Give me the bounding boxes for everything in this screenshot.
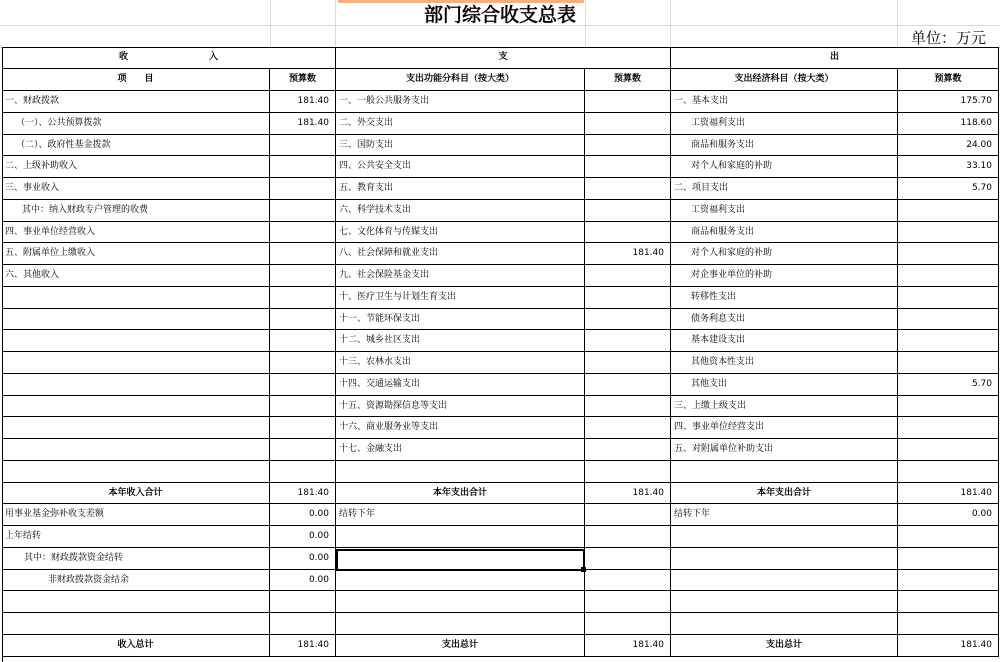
- header-econ-class: 支出经济科目（按大类）: [671, 69, 898, 91]
- item-label-cell[interactable]: 对个人和家庭的补助: [671, 243, 898, 265]
- budget-value-cell[interactable]: [270, 265, 336, 287]
- unit-label: 单位：万元: [910, 29, 986, 47]
- budget-value-cell[interactable]: [585, 200, 671, 222]
- budget-value-cell[interactable]: [270, 222, 336, 244]
- item-label-cell[interactable]: 其他支出: [671, 374, 898, 396]
- item-label-cell[interactable]: 十三、农林水支出: [336, 352, 585, 374]
- item-label-cell[interactable]: 六、科学技术支出: [336, 200, 585, 222]
- budget-value-cell[interactable]: [270, 396, 336, 418]
- item-label-cell[interactable]: [336, 526, 585, 548]
- item-label-cell[interactable]: [671, 591, 898, 613]
- budget-value-cell[interactable]: 118.60: [898, 113, 999, 135]
- item-label-cell[interactable]: 八、社会保障和就业支出: [336, 243, 585, 265]
- item-label-cell[interactable]: [671, 570, 898, 592]
- budget-value-cell[interactable]: 0.00: [270, 504, 336, 526]
- header-budget: 预算数: [270, 69, 336, 91]
- budget-value-cell[interactable]: [585, 526, 671, 548]
- budget-value-cell[interactable]: [898, 330, 999, 352]
- budget-value-cell[interactable]: [270, 243, 336, 265]
- budget-value-cell[interactable]: 24.00: [898, 135, 999, 157]
- budget-value-cell[interactable]: [898, 352, 999, 374]
- item-label-cell[interactable]: 其他资本性支出: [671, 352, 898, 374]
- budget-value-cell[interactable]: [585, 548, 671, 570]
- item-label-cell[interactable]: 对企事业单位的补助: [671, 265, 898, 287]
- item-label-cell[interactable]: 支出总计: [671, 635, 898, 657]
- budget-value-cell[interactable]: [585, 461, 671, 483]
- header-expense-right: 出: [671, 47, 999, 69]
- budget-value-cell[interactable]: [585, 374, 671, 396]
- item-label-cell[interactable]: 本年收入合计: [2, 483, 270, 505]
- budget-value-cell[interactable]: [270, 178, 336, 200]
- item-label-cell[interactable]: 一、一般公共服务支出: [336, 91, 585, 113]
- item-label-cell[interactable]: [2, 396, 270, 418]
- budget-value-cell[interactable]: 0.00: [270, 570, 336, 592]
- item-label-cell[interactable]: 三、国防支出: [336, 135, 585, 157]
- budget-value-cell[interactable]: [898, 591, 999, 613]
- budget-value-cell[interactable]: [585, 439, 671, 461]
- budget-value-cell[interactable]: [898, 439, 999, 461]
- selected-cell[interactable]: [336, 549, 585, 571]
- item-label-cell[interactable]: [2, 417, 270, 439]
- item-label-cell[interactable]: 十二、城乡社区支出: [336, 330, 585, 352]
- budget-value-cell[interactable]: 0.00: [270, 526, 336, 548]
- item-label-cell[interactable]: 本年支出合计: [671, 483, 898, 505]
- item-label-cell[interactable]: [336, 591, 585, 613]
- item-label-cell[interactable]: [2, 613, 270, 635]
- budget-value-cell[interactable]: [585, 309, 671, 331]
- budget-value-cell[interactable]: [585, 222, 671, 244]
- budget-value-cell[interactable]: [898, 613, 999, 635]
- budget-value-cell[interactable]: [585, 570, 671, 592]
- item-label-cell[interactable]: 上年结转: [2, 526, 270, 548]
- budget-value-cell[interactable]: 5.70: [898, 374, 999, 396]
- budget-value-cell[interactable]: [898, 243, 999, 265]
- item-label-cell[interactable]: 收入总计: [2, 635, 270, 657]
- budget-value-cell[interactable]: [898, 417, 999, 439]
- item-label-cell[interactable]: 结转下年: [671, 504, 898, 526]
- item-label-cell[interactable]: 工资福利支出: [671, 113, 898, 135]
- header-budget: 预算数: [585, 69, 671, 91]
- item-label-cell[interactable]: 七、文化体育与传媒支出: [336, 222, 585, 244]
- budget-value-cell[interactable]: 0.00: [270, 548, 336, 570]
- item-label-cell[interactable]: [2, 352, 270, 374]
- item-label-cell[interactable]: [2, 374, 270, 396]
- item-label-cell[interactable]: 转移性支出: [671, 287, 898, 309]
- item-label-cell[interactable]: 十、医疗卫生与计划生育支出: [336, 287, 585, 309]
- page-title: 部门综合收支总表: [423, 4, 576, 26]
- budget-value-cell[interactable]: [585, 113, 671, 135]
- budget-value-cell[interactable]: 181.40: [585, 243, 671, 265]
- item-label-cell[interactable]: [2, 591, 270, 613]
- budget-value-cell[interactable]: 181.40: [270, 635, 336, 657]
- item-label-cell[interactable]: 对个人和家庭的补助: [671, 156, 898, 178]
- budget-value-cell[interactable]: [898, 309, 999, 331]
- budget-value-cell[interactable]: [585, 91, 671, 113]
- fill-handle[interactable]: [581, 567, 586, 572]
- budget-value-cell[interactable]: [585, 330, 671, 352]
- item-label-cell[interactable]: 六、其他收入: [2, 265, 270, 287]
- header-budget: 预算数: [898, 69, 999, 91]
- item-label-cell[interactable]: [671, 461, 898, 483]
- item-label-cell[interactable]: [671, 613, 898, 635]
- budget-value-cell[interactable]: [898, 222, 999, 244]
- item-label-cell[interactable]: 一、基本支出: [671, 91, 898, 113]
- item-label-cell[interactable]: 其中：财政拨款资金结转: [2, 548, 270, 570]
- item-label-cell[interactable]: [671, 526, 898, 548]
- budget-value-cell[interactable]: [270, 330, 336, 352]
- budget-value-cell[interactable]: [585, 352, 671, 374]
- budget-value-cell[interactable]: 181.40: [270, 91, 336, 113]
- budget-value-cell[interactable]: 181.40: [270, 483, 336, 505]
- item-label-cell[interactable]: 非财政拨款资金结余: [2, 570, 270, 592]
- budget-value-cell[interactable]: [585, 265, 671, 287]
- item-label-cell[interactable]: 十六、商业服务业等支出: [336, 417, 585, 439]
- budget-value-cell[interactable]: [270, 156, 336, 178]
- budget-value-cell[interactable]: 5.70: [898, 178, 999, 200]
- item-label-cell[interactable]: [336, 613, 585, 635]
- budget-value-cell[interactable]: [270, 439, 336, 461]
- budget-value-cell[interactable]: [898, 265, 999, 287]
- item-label-cell[interactable]: 一、财政拨款: [2, 91, 270, 113]
- item-label-cell[interactable]: （一）、公共预算拨款: [2, 113, 270, 135]
- budget-value-cell[interactable]: [898, 287, 999, 309]
- item-label-cell[interactable]: 工资福利支出: [671, 200, 898, 222]
- item-label-cell[interactable]: 商品和服务支出: [671, 135, 898, 157]
- budget-value-cell[interactable]: [585, 156, 671, 178]
- budget-value-cell[interactable]: [585, 591, 671, 613]
- budget-value-cell[interactable]: [270, 309, 336, 331]
- item-label-cell[interactable]: 十一、节能环保支出: [336, 309, 585, 331]
- item-label-cell[interactable]: 十四、交通运输支出: [336, 374, 585, 396]
- item-label-cell[interactable]: [2, 309, 270, 331]
- budget-value-cell[interactable]: 181.40: [585, 635, 671, 657]
- item-label-cell[interactable]: 债务利息支出: [671, 309, 898, 331]
- item-label-cell[interactable]: 支出总计: [336, 635, 585, 657]
- budget-value-cell[interactable]: [898, 396, 999, 418]
- budget-value-cell[interactable]: [585, 504, 671, 526]
- header-func-class: 支出功能分科目（按大类）: [336, 69, 585, 91]
- budget-value-cell[interactable]: 181.40: [898, 483, 999, 505]
- budget-value-cell[interactable]: [270, 417, 336, 439]
- item-label-cell[interactable]: 四、事业单位经营收入: [2, 222, 270, 244]
- item-label-cell[interactable]: [2, 330, 270, 352]
- budget-value-cell[interactable]: 33.10: [898, 156, 999, 178]
- item-label-cell[interactable]: [671, 548, 898, 570]
- item-label-cell[interactable]: 基本建设支出: [671, 330, 898, 352]
- item-label-cell[interactable]: 商品和服务支出: [671, 222, 898, 244]
- budget-value-cell[interactable]: [585, 135, 671, 157]
- budget-value-cell[interactable]: [898, 570, 999, 592]
- item-label-cell[interactable]: 其中：纳入财政专户管理的收费: [2, 200, 270, 222]
- item-label-cell[interactable]: 五、附属单位上缴收入: [2, 243, 270, 265]
- budget-value-cell[interactable]: [585, 178, 671, 200]
- item-label-cell[interactable]: 二、外交支出: [336, 113, 585, 135]
- budget-value-cell[interactable]: [270, 591, 336, 613]
- item-label-cell[interactable]: [2, 461, 270, 483]
- budget-value-cell[interactable]: [585, 287, 671, 309]
- budget-value-cell[interactable]: [898, 461, 999, 483]
- item-label-cell[interactable]: 三、事业收入: [2, 178, 270, 200]
- item-label-cell[interactable]: 本年支出合计: [336, 483, 585, 505]
- budget-value-cell[interactable]: [585, 417, 671, 439]
- budget-value-cell[interactable]: [898, 548, 999, 570]
- item-label-cell[interactable]: [2, 439, 270, 461]
- item-label-cell[interactable]: 二、上级补助收入: [2, 156, 270, 178]
- header-expense-left: 支: [336, 47, 671, 69]
- item-label-cell[interactable]: 十五、资源勘探信息等支出: [336, 396, 585, 418]
- budget-value-cell[interactable]: [270, 287, 336, 309]
- budget-value-cell[interactable]: 181.40: [898, 635, 999, 657]
- budget-value-cell[interactable]: [898, 526, 999, 548]
- item-label-cell[interactable]: [336, 461, 585, 483]
- budget-value-cell[interactable]: [270, 200, 336, 222]
- item-label-cell[interactable]: 十七、金融支出: [336, 439, 585, 461]
- item-label-cell[interactable]: 九、社会保险基金支出: [336, 265, 585, 287]
- budget-value-cell[interactable]: [270, 352, 336, 374]
- budget-value-cell[interactable]: 0.00: [898, 504, 999, 526]
- item-label-cell[interactable]: 二、项目支出: [671, 178, 898, 200]
- budget-value-cell[interactable]: [270, 135, 336, 157]
- item-label-cell[interactable]: 三、上缴上级支出: [671, 396, 898, 418]
- budget-value-cell[interactable]: [585, 613, 671, 635]
- item-label-cell[interactable]: 四、公共安全支出: [336, 156, 585, 178]
- budget-value-cell[interactable]: 181.40: [270, 113, 336, 135]
- budget-value-cell[interactable]: [270, 461, 336, 483]
- item-label-cell[interactable]: [336, 570, 585, 592]
- item-label-cell[interactable]: [2, 287, 270, 309]
- budget-value-cell[interactable]: 181.40: [585, 483, 671, 505]
- item-label-cell[interactable]: 结转下年: [336, 504, 585, 526]
- budget-value-cell[interactable]: [270, 374, 336, 396]
- item-label-cell[interactable]: 五、教育支出: [336, 178, 585, 200]
- budget-value-cell[interactable]: 175.70: [898, 91, 999, 113]
- header-item: 项 目: [2, 69, 270, 91]
- budget-value-cell[interactable]: [270, 613, 336, 635]
- item-label-cell[interactable]: 四、事业单位经营支出: [671, 417, 898, 439]
- item-label-cell[interactable]: 五、对附属单位补助支出: [671, 439, 898, 461]
- item-label-cell[interactable]: （二）、政府性基金拨款: [2, 135, 270, 157]
- budget-value-cell[interactable]: [898, 200, 999, 222]
- item-label-cell[interactable]: 用事业基金弥补收支差额: [2, 504, 270, 526]
- budget-value-cell[interactable]: [585, 396, 671, 418]
- header-income: 收 入: [2, 47, 336, 69]
